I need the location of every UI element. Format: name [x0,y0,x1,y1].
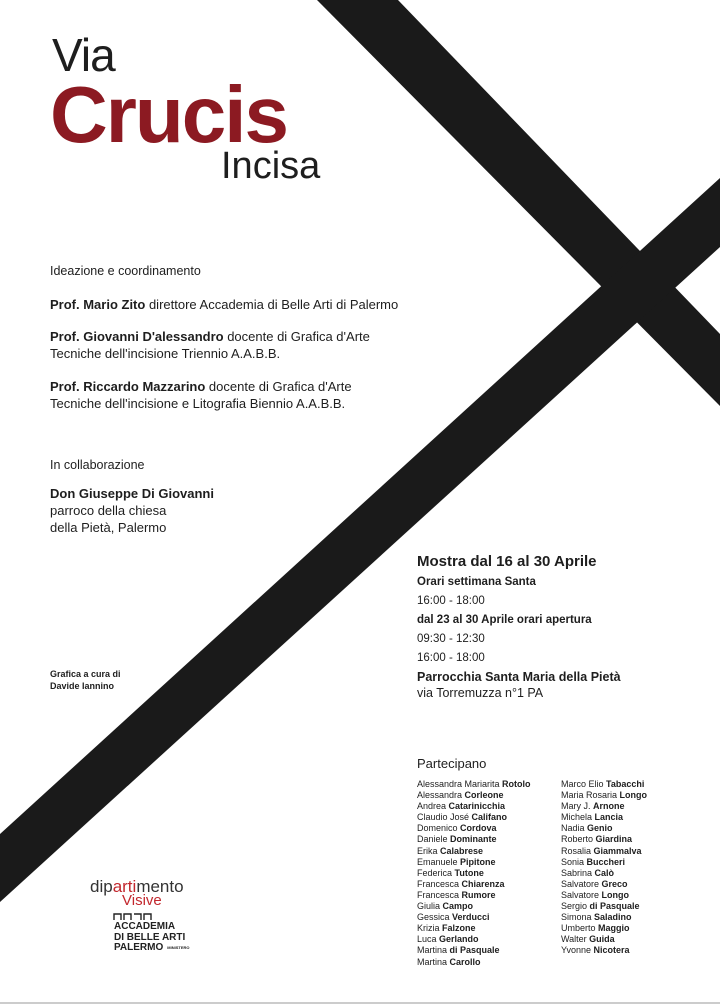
participant: Salvatore Greco [561,878,628,889]
prof-dalessandro-line2: Tecniche dell'incisione Triennio A.A.B.B. [50,346,281,361]
participant: Rosalia Giammalva [561,845,642,856]
participant: Sonia Buccheri [561,856,626,867]
participant: Maria Rosaria Longo [561,790,648,801]
participant: Francesca Rumore [417,889,496,900]
time-3: 16:00 - 18:00 [417,652,485,664]
accademia-logo: ACCADEMIA DI BELLE ARTI PALERMO MINISTERO [114,921,190,953]
participant: Daniele Dominante [417,834,497,845]
time-1: 16:00 - 18:00 [417,595,485,607]
participant: Alessandra Mariarita Rotolo [417,779,531,789]
prof-zito [50,296,398,313]
participant: Alessandra Corleone [417,790,504,801]
title-crucis: Crucis [50,70,287,159]
partecipano-label: Partecipano [417,756,487,771]
participant: Emanuele Pipitone [417,856,496,867]
prof-mazzarino [50,378,352,412]
mostra-heading: Mostra dal 16 al 30 Aprile [417,553,597,570]
participant: Krizia Falzone [417,923,476,934]
participant: Luca Gerlando [417,934,479,945]
grafica-credit [50,668,121,692]
participant: Roberto Giardina [561,834,633,845]
prof-zito-name: Prof. Mario Zito [50,297,146,312]
collab-name: Don Giuseppe Di Giovanni [50,486,214,501]
collab-label: In collaborazione [50,458,145,472]
participant: Martina Carollo [417,956,481,967]
grafica-line2: Davide Iannino [50,681,115,691]
participant: Andrea Catarinicchia [417,801,506,812]
participant: Federica Tutone [417,867,484,878]
participants-col1 [417,779,531,968]
participant: Salvatore Longo [561,889,630,900]
participant: Francesca Chiarenza [417,878,505,889]
mostra-block [417,552,621,701]
prof-dalessandro-role: docente di Grafica d'Arte [223,329,370,344]
participant: Marco Elio Tabacchi [561,779,645,789]
bottom-divider [0,1002,720,1004]
prof-mazzarino-name: Prof. Riccardo Mazzarino [50,379,206,394]
participant: Sabrina Calò [561,867,615,878]
grafica-line1: Grafica a cura di [50,669,121,679]
participant: Domenico Cordova [417,823,497,834]
orari-label: Orari settimana Santa [417,576,536,588]
participant: Sergio di Pasquale [561,901,640,912]
participant: Mary J. Arnone [561,801,625,812]
participant: Simona Saladino [561,912,632,923]
collab-block [50,485,214,536]
collab-line3: della Pietà, Palermo [50,520,167,535]
title-via: Via [52,29,115,81]
participant: Walter Guida [561,934,615,945]
collab-line2: parroco della chiesa [50,503,167,518]
ideazione-label: Ideazione e coordinamento [50,264,201,278]
indirizzo: via Torremuzza n°1 PA [417,686,544,700]
participant: Gessica Verducci [417,912,490,923]
participant: Umberto Maggio [561,923,630,934]
participant: Claudio José Califano [417,812,508,823]
participant: Giulia Campo [417,901,474,912]
title-incisa: Incisa [221,145,321,187]
accademia-logo-icon [113,913,155,921]
participant: Nadia Genio [561,823,613,834]
dal-label: dal 23 al 30 Aprile orari apertura [417,614,592,626]
time-2: 09:30 - 12:30 [417,633,485,645]
dipartimento-logo: dipartimento Visive [90,877,184,909]
participant: Erika Calabrese [417,845,484,856]
luogo: Parrocchia Santa Maria della Pietà [417,670,621,684]
prof-mazzarino-role: docente di Grafica d'Arte [205,379,352,394]
prof-zito-role: direttore Accademia di Belle Arti di Palermo [145,297,399,312]
prof-dalessandro-name: Prof. Giovanni D'alessandro [50,329,224,344]
participant: Martina di Pasquale [417,945,500,956]
participant: Yvonne Nicotera [561,945,630,956]
prof-dalessandro [50,328,370,362]
dipartimento-visive: Visive [122,892,162,909]
participant: Michela Lancia [561,812,624,823]
participants-col2 [561,779,647,957]
cross-stroke-down [317,0,720,406]
prof-mazzarino-line2: Tecniche dell'incisione e Litografia Biennio A.A.B.B. [50,396,346,411]
